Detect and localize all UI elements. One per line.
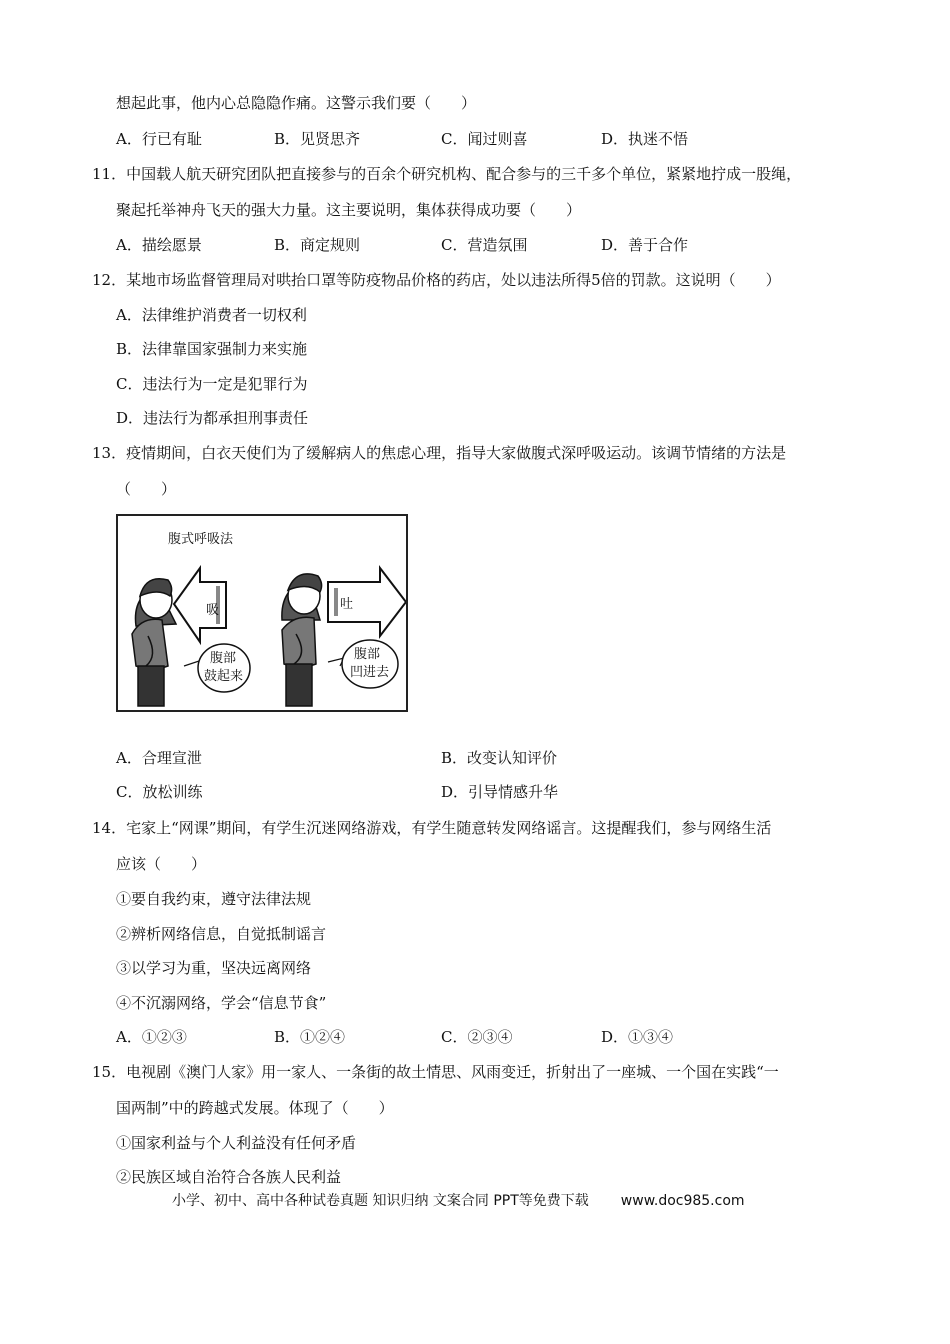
left-speech-bubble [184,644,250,692]
q10-option-c[interactable]: C．闻过则喜 [441,130,528,148]
q11-option-c[interactable]: C．营造氛围 [441,236,528,254]
page-footer [172,1190,745,1210]
q15-stem-line2: 国两制”中的跨越式发展。体现了（ ） [116,1099,394,1117]
q12-stem: 12．某地市场监督管理局对哄抬口罩等防疫物品价格的药店，处以违法所得5倍的罚款。这说明（ ） [92,271,781,289]
q10-option-b[interactable]: B．见贤思齐 [274,130,361,148]
q15-stem-line1: 15．电视剧《澳门人家》用一家人、一条街的故土情思、风雨变迁，折射出了一座城、一个国在实践“一 [92,1063,779,1081]
q12-option-c[interactable]: C．违法行为一定是犯罪行为 [116,375,308,393]
q13-stem-line1: 13．疫情期间，白衣天使们为了缓解病人的焦虑心理，指导大家做腹式深呼吸运动。该调节情绪的方法是 [92,444,787,462]
q10-option-a[interactable]: A．行已有耻 [116,130,202,148]
q14-statement-1: ①要自我约束，遵守法律法规 [116,890,312,908]
left-person-icon [132,579,176,706]
q15-statement-1: ①国家利益与个人利益没有任何矛盾 [116,1134,357,1152]
q14-statement-3: ③以学习为重，坚决远离网络 [116,959,312,977]
q13-stem-line2: （ ） [116,480,177,498]
q14-option-a[interactable]: A．①②③ [116,1028,187,1046]
right-speech-bubble [328,640,398,688]
q10-stem-continuation: 想起此事，他内心总隐隐作痛。这警示我们要（ ） [116,94,477,112]
q11-stem-line2: 聚起托举神舟飞天的强大力量。这主要说明，集体获得成功要（ ） [116,201,582,219]
q12-option-b[interactable]: B．法律靠国家强制力来实施 [116,340,308,358]
exhale-arrow-icon [328,568,406,636]
q13-option-a[interactable]: A．合理宣泄 [116,749,202,767]
right-bubble-line2: 凹进去 [350,665,390,680]
q13-option-c[interactable]: C．放松训练 [116,783,203,801]
left-bubble-line1: 腹部 [210,651,237,666]
footer-text: 小学、初中、高中各种试卷真题 知识归纳 文案合同 PPT等免费下载 [172,1193,589,1209]
q13-option-b[interactable]: B．改变认知评价 [441,749,558,767]
inhale-arrow-icon [174,568,226,642]
footer-url[interactable]: www.doc985.com [620,1193,745,1209]
left-bubble-line2: 鼓起来 [204,669,244,684]
exhale-label: 吐 [340,597,354,612]
q14-option-c[interactable]: C．②③④ [441,1028,513,1046]
breathing-illustration [116,514,408,712]
q11-option-a[interactable]: A．描绘愿景 [116,236,202,254]
figure-title: 腹式呼吸法 [168,532,234,547]
q12-option-d[interactable]: D．违法行为都承担刑事责任 [116,409,309,427]
q15-statement-2: ②民族区域自治符合各族人民利益 [116,1168,342,1186]
q11-option-d[interactable]: D．善于合作 [601,236,689,254]
q14-statement-2: ②辨析网络信息，自觉抵制谣言 [116,925,327,943]
right-person-icon [282,574,322,706]
inhale-label: 吸 [206,603,220,618]
q14-option-b[interactable]: B．①②④ [274,1028,346,1046]
q14-stem-line2: 应该（ ） [116,855,207,873]
q14-stem-line1: 14．宅家上“网课”期间，有学生沉迷网络游戏，有学生随意转发网络谣言。这提醒我们，参与网络生活 [92,819,772,837]
q11-option-b[interactable]: B．商定规则 [274,236,361,254]
right-bubble-line1: 腹部 [354,647,381,662]
q10-option-d[interactable]: D．执迷不悟 [601,130,689,148]
q13-option-d[interactable]: D．引导情感升华 [441,783,559,801]
q14-option-d[interactable]: D．①③④ [601,1028,674,1046]
q12-option-a[interactable]: A．法律维护消费者一切权利 [116,306,307,324]
q11-stem-line1: 11．中国载人航天研究团队把直接参与的百余个研究机构、配合参与的三千多个单位，紧紧地拧成一股绳， [92,165,802,183]
q14-statement-4: ④不沉溺网络，学会“信息节食” [116,994,327,1012]
